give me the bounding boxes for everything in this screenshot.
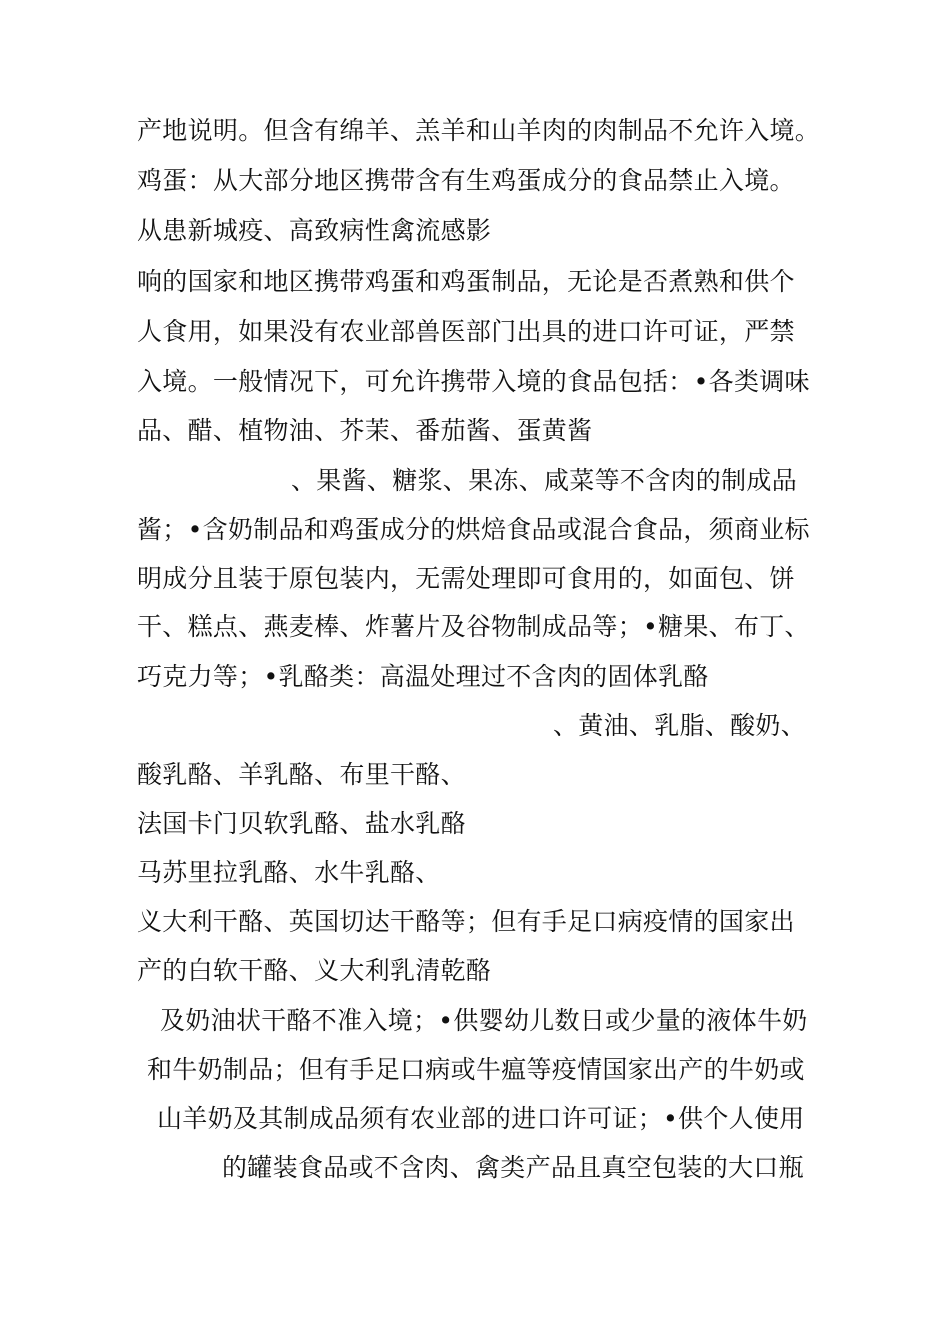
text-line: 酸乳酪、羊乳酪、布里干酪、: [137, 760, 466, 789]
text-line: 响的国家和地区携带鸡蛋和鸡蛋制品，无论是否煮熟和供个: [137, 267, 795, 296]
text-line: 品、醋、植物油、芥茉、番茄酱、蛋黄酱: [137, 416, 593, 445]
text-line: 法国卡门贝软乳酪、盐水乳酪: [137, 809, 466, 838]
text-line: 干、糕点、燕麦棒、炸薯片及谷物制成品等；•糖果、布丁、: [137, 612, 810, 641]
text-line: 入境。一般情况下，可允许携带入境的食品包括：•各类调味: [137, 367, 810, 396]
text-line: 人食用，如果没有农业部兽医部门出具的进口许可证，严禁: [137, 317, 795, 346]
text-line: 、果酱、糖浆、果冻、咸菜等不含肉的制成品: [291, 466, 798, 495]
text-line: 产的白软干酪、义大利乳清乾酪: [137, 956, 492, 985]
text-line: 产地说明。但含有绵羊、羔羊和山羊肉的肉制品不允许入境。: [137, 116, 821, 145]
text-line: 马苏里拉乳酪、水牛乳酪、: [137, 858, 441, 887]
text-line: 鸡蛋：从大部分地区携带含有生鸡蛋成分的食品禁止入境。: [137, 166, 795, 195]
text-line: 明成分且装于原包装内，无需处理即可食用的，如面包、饼: [137, 564, 795, 593]
text-line: 酱；•含奶制品和鸡蛋成分的烘焙食品或混合食品，须商业标: [137, 515, 810, 544]
text-line: 、黄油、乳脂、酸奶、: [553, 711, 807, 740]
text-line: 巧克力等；•乳酪类：高温处理过不含肉的固体乳酪: [137, 662, 709, 691]
text-line: 的罐装食品或不含肉、禽类产品且真空包装的大口瓶: [222, 1153, 804, 1182]
text-line: 山羊奶及其制成品须有农业部的进口许可证；•供个人使用: [157, 1104, 805, 1133]
text-line: 从患新城疫、高致病性禽流感影: [137, 216, 492, 245]
text-line: 和牛奶制品；但有手足口病或牛瘟等疫情国家出产的牛奶或: [147, 1055, 805, 1084]
text-line: 及奶油状干酪不准入境；•供婴幼儿数日或少量的液体牛奶: [160, 1006, 808, 1035]
text-line: 义大利干酪、英国切达干酪等；但有手足口病疫情的国家出: [137, 907, 795, 936]
